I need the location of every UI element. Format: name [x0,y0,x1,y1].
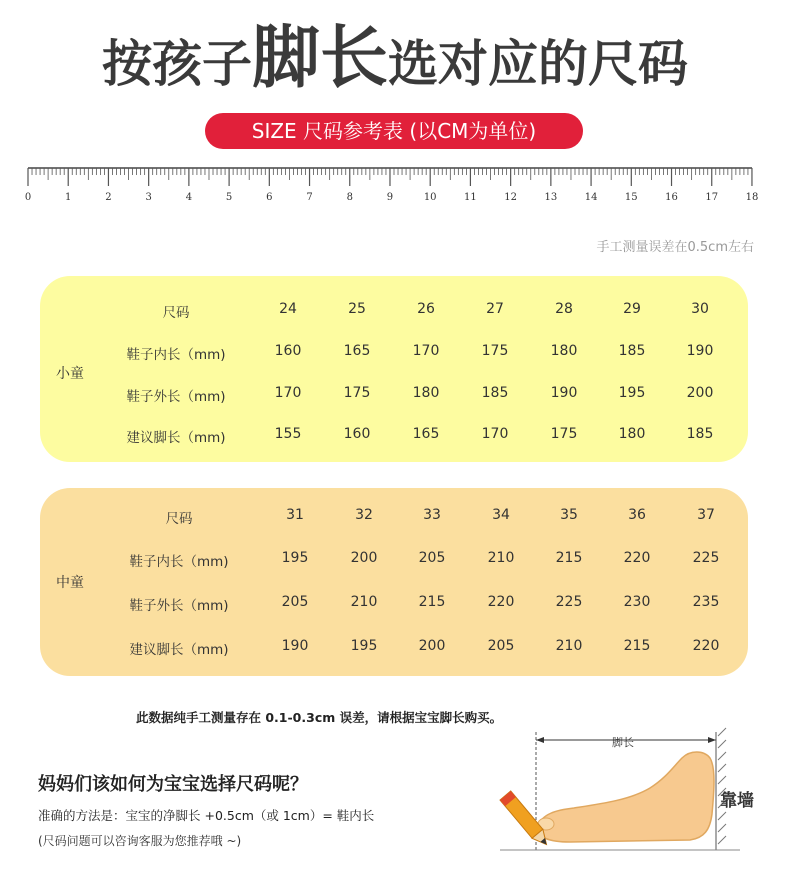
ruler-label: 12 [504,192,517,203]
table-cell: 31 [286,507,304,523]
row-label: 鞋子外长（mm) [129,598,229,614]
ruler-label: 8 [346,192,353,203]
table-cell: 27 [486,301,504,317]
page-title [0,14,790,121]
table-cell: 170 [412,343,440,359]
ruler-label: 3 [145,192,152,203]
table-cell: 180 [412,385,440,401]
table-cell: 185 [481,385,509,401]
table-cell: 195 [618,385,646,401]
table-cell: 36 [628,507,646,523]
table-cell: 32 [355,507,373,523]
row-label: 鞋子外长（mm) [126,389,226,405]
table-cell: 235 [692,594,720,610]
row-label: 鞋子内长（mm) [126,347,226,363]
ruler-label: 15 [624,192,638,203]
ruler [0,160,790,220]
row-label: 建议脚长（mm) [129,642,229,658]
table-cell: 215 [623,638,651,654]
table-cell: 205 [418,550,446,566]
ruler-label: 1 [65,192,72,203]
title-part2: 脚长 [251,19,388,98]
table-cell: 175 [550,426,578,442]
ruler-label: 11 [464,192,477,203]
question-heading: 妈妈们该如何为宝宝选择尺码呢？ [38,774,308,795]
table-cell: 33 [423,507,441,523]
table-cell: 210 [487,550,515,566]
table-cell: 195 [350,638,378,654]
table-cell: 180 [550,343,578,359]
table-cell: 220 [623,550,651,566]
table-cell: 200 [418,638,446,654]
table-cell: 205 [281,594,309,610]
table-cell: 155 [274,426,302,442]
table-cell: 220 [487,594,515,610]
table-cell: 200 [350,550,378,566]
table-cell: 210 [350,594,378,610]
table-cell: 175 [343,385,371,401]
table-cell: 26 [417,301,435,317]
table-cell: 37 [697,507,715,523]
title-part1: 按孩子 [101,35,252,93]
table-cell: 160 [343,426,371,442]
service-hint: (尺码问题可以咨询客服为您推荐哦 ~) [38,834,242,848]
table-cell: 215 [418,594,446,610]
table-cell: 34 [492,507,510,523]
ruler-label: 9 [386,192,394,203]
table-cell: 190 [281,638,309,654]
ruler-label: 18 [745,192,759,203]
title-part3: 选对应的尺码 [388,35,688,93]
table-cell: 200 [686,385,714,401]
ruler-label: 16 [665,192,678,203]
ruler-label: 7 [306,192,313,203]
ruler-label: 4 [185,192,193,203]
ruler-label: 13 [544,192,558,203]
table-cell: 35 [560,507,578,523]
foot-length-label: 脚长 [612,736,634,749]
table-cell: 210 [555,638,583,654]
table-cell: 225 [692,550,720,566]
ruler-label: 6 [266,192,273,203]
table-cell: 190 [550,385,578,401]
foot-icon [538,752,714,842]
table-cell: 165 [343,343,371,359]
group-label-medium: 中童 [56,575,84,591]
table-cell: 30 [691,301,709,317]
ruler-label: 0 [24,192,32,203]
table-cell: 170 [481,426,509,442]
table-cell: 215 [555,550,583,566]
row-label: 鞋子内长（mm) [129,554,229,570]
row-label: 尺码 [165,511,193,527]
table-cell: 205 [487,638,515,654]
size-chart-banner: SIZE 尺码参考表 (以CM为单位) [205,113,583,149]
group-label-small: 小童 [56,366,84,382]
ruler-label: 17 [705,192,719,203]
wall-label: 靠墙 [720,791,754,811]
disclaimer: 此数据纯手工测量存在 0.1-0.3cm 误差，请根据宝宝脚长购买。 [136,710,503,725]
row-label: 建议脚长（mm) [126,430,226,446]
measurement-error-note: 手工测量误差在0.5cm左右 [596,240,754,255]
measure-method: 准确的方法是：宝宝的净脚长 +0.5cm（或 1cm）= 鞋内长 [38,808,375,823]
table-cell: 160 [274,343,302,359]
table-cell: 170 [274,385,302,401]
row-label: 尺码 [162,305,190,321]
table-cell: 225 [555,594,583,610]
table-cell: 25 [348,301,366,317]
table-cell: 175 [481,343,509,359]
ruler-label: 14 [584,192,598,203]
table-cell: 29 [623,301,641,317]
table-cell: 180 [618,426,646,442]
table-cell: 230 [623,594,651,610]
table-cell: 165 [412,426,440,442]
ruler-label: 5 [225,192,233,203]
ruler-ticks [28,168,752,186]
table-cell: 190 [686,343,714,359]
table-cell: 220 [692,638,720,654]
table-cell: 185 [618,343,646,359]
table-cell: 195 [281,550,309,566]
table-cell: 24 [279,301,297,317]
table-cell: 185 [686,426,714,442]
ruler-label: 10 [423,192,437,203]
table-cell: 28 [555,301,573,317]
ruler-label: 2 [105,192,112,203]
